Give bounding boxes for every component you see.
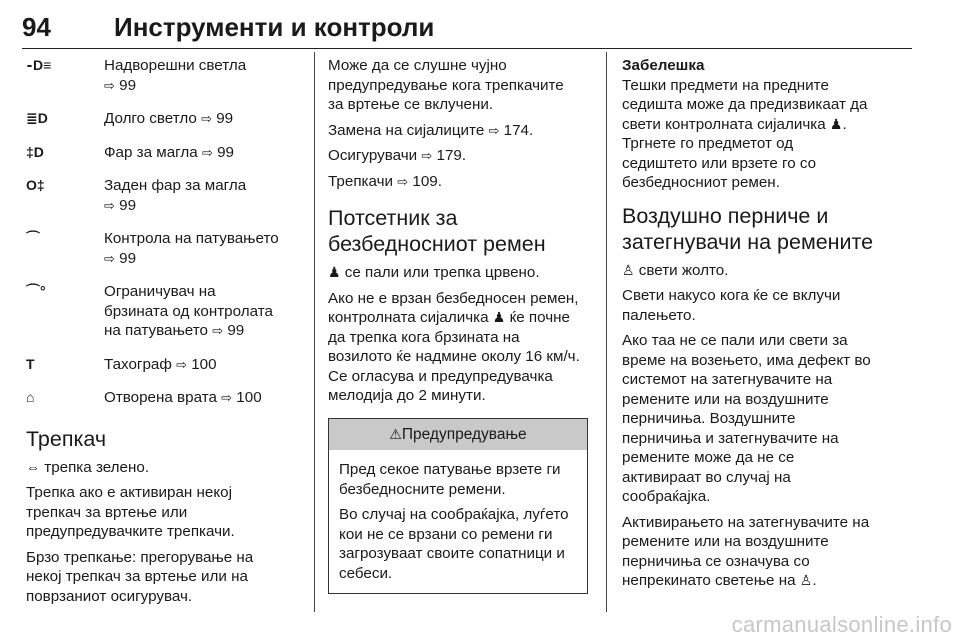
- paragraph: [339, 460, 577, 499]
- watermark: carmanualsonline.info: [731, 612, 952, 637]
- text-line: свети контролната сијаличка: [622, 115, 826, 133]
- text-line: кои не се врзани со ремени ги: [339, 525, 553, 543]
- page-ref: 99: [119, 249, 137, 267]
- text-line: Ако не е врзан безбедносен ремен,: [328, 289, 579, 307]
- note-title: Забелешка: [622, 57, 705, 74]
- indicator-label: Тахограф: [104, 355, 172, 373]
- indicator-row-speed-limiter: [26, 282, 298, 341]
- text-line: предупредувачките трепкачи.: [26, 523, 235, 540]
- text-line: некој трепкач за вртење или на: [26, 568, 248, 585]
- airbag-icon: ♙: [799, 572, 813, 588]
- text-line: возилото ќе надмине околу 16 км/ч.: [328, 348, 580, 365]
- page-ref-arrow-icon: ⇨: [104, 77, 115, 93]
- warning-title: Предупредување: [401, 425, 527, 443]
- page-ref: 99: [119, 76, 137, 94]
- text-line: поврзаниот осигурувач.: [26, 587, 193, 605]
- page-ref-arrow-icon: ⇨: [488, 122, 500, 138]
- paragraph: [328, 289, 590, 406]
- text-line: Ако таа не се пали или свети за: [622, 332, 848, 349]
- indicator-row-front-fog: [26, 143, 298, 163]
- indicator-label: Ограничувач на: [104, 283, 216, 300]
- text-line: Трепка ако е активиран некој: [26, 484, 233, 501]
- text-line: палењето.: [622, 306, 696, 324]
- indicator-row-high-beam: [26, 109, 298, 129]
- page-ref-arrow-icon: ⇨: [201, 111, 212, 126]
- front-fog-icon: ‡D: [26, 143, 44, 160]
- text-line: безбедносниот ремен.: [622, 174, 780, 191]
- page-ref: 179.: [436, 147, 467, 164]
- open-door-icon: ⌂: [26, 389, 35, 405]
- page-ref-arrow-icon: ⇨: [421, 148, 433, 163]
- speed-limiter-icon: ⌒°: [26, 283, 46, 299]
- page-ref: 99: [217, 143, 234, 161]
- page-ref-arrow-icon: ⇨: [104, 250, 115, 266]
- text-line: Се огласува и предупредувачка: [328, 367, 553, 385]
- text-line: ремените може да не се: [622, 449, 795, 466]
- heading-line: затегнувачи на ремените: [622, 229, 874, 254]
- column-3: [622, 56, 890, 591]
- text-line: мелодија до 2 минути.: [328, 387, 486, 404]
- text-line: ќе почне: [509, 309, 570, 326]
- text-line: активираат во случај на: [622, 468, 791, 486]
- paragraph: Активирањето на затегнувачите на ремените или на воздушните перничиња се означува со непрекинато светење на ♙.: [622, 513, 870, 589]
- seatbelt-icon: ♟: [492, 309, 506, 325]
- text-line: Тешки предмети на предните: [622, 76, 829, 94]
- high-beam-icon: ≣D: [26, 110, 48, 126]
- text-line: себеси.: [339, 564, 393, 582]
- indicator-row-cruise-control: [26, 229, 298, 268]
- indicator-label: Фар за магла: [104, 143, 198, 161]
- page-ref: 109.: [412, 172, 442, 190]
- column-1: [26, 56, 298, 606]
- text-line: системот на затегнувачите на: [622, 371, 833, 388]
- text-line: Пред секое патување врзете ги: [339, 461, 561, 478]
- paragraph: [26, 483, 298, 542]
- indicator-label: Заден фар за магла: [104, 177, 247, 194]
- page-ref-arrow-icon: ⇨: [212, 323, 224, 338]
- heading-line: Воздушно перниче и: [622, 203, 829, 228]
- section-heading-turn-signal: Трепкач: [26, 426, 107, 451]
- indicator-row-exterior-lights: [26, 56, 298, 95]
- indicator-label: Надворешни светла: [104, 57, 247, 74]
- page-number: 94: [22, 12, 51, 42]
- column-divider-2: [606, 52, 607, 612]
- text-line: Свети накусо кога ќе се вклучи: [622, 287, 841, 304]
- text-line: перничиња. Воздушните: [622, 410, 796, 427]
- text-line: трепкач за вртење или: [26, 503, 188, 521]
- body-text: свети жолто.: [638, 261, 729, 279]
- xref-label: Осигурувачи: [328, 147, 418, 164]
- indicator-row-tachograph: [26, 355, 298, 375]
- turn-signal-icon: ⇔: [26, 458, 40, 475]
- paragraph: [622, 331, 890, 507]
- page-ref-arrow-icon: ⇨: [104, 197, 115, 213]
- page-ref: 99: [216, 110, 234, 127]
- indicator-label: на патувањето: [104, 322, 208, 339]
- cruise-control-icon: ⌒: [26, 230, 40, 246]
- text-line: за вртење се вклучени.: [328, 96, 494, 113]
- paragraph: [328, 56, 590, 115]
- tachograph-icon: T: [26, 355, 35, 372]
- text-line: седиштето или врзете го со: [622, 154, 817, 172]
- text-line: ремените или на воздушните: [622, 533, 829, 550]
- indicator-label: Контрола на патувањето: [104, 230, 279, 247]
- xref-label: Замена на сијалиците: [328, 121, 485, 139]
- text-line: седишта може да предизвикаат да: [622, 96, 868, 113]
- page-ref-arrow-icon: ⇨: [176, 356, 187, 372]
- page-ref-arrow-icon: ⇨: [201, 144, 213, 160]
- section-heading-seatbelt-reminder: [328, 205, 590, 257]
- warning-box: [328, 418, 588, 595]
- header-divider: [22, 48, 912, 49]
- indicator-row-open-door: [26, 388, 298, 408]
- page-ref: 100: [191, 355, 217, 373]
- page-ref-arrow-icon: ⇨: [397, 173, 409, 189]
- column-2: [328, 56, 590, 594]
- page-header: [22, 10, 912, 50]
- rear-fog-icon: O‡: [26, 177, 45, 193]
- indicator-label: Отворена врата: [104, 389, 217, 406]
- text-line: да трепка кога брзината на: [328, 328, 520, 346]
- column-divider-1: [314, 52, 315, 612]
- warning-header: [329, 419, 587, 451]
- warning-triangle-icon: ⚠: [389, 425, 402, 442]
- text-line: Тргнете го предметот од: [622, 135, 794, 152]
- indicator-row-rear-fog: [26, 176, 298, 215]
- body-text: трепка зелено.: [44, 458, 150, 476]
- text-line: сообраќајка.: [622, 488, 711, 505]
- seatbelt-icon: ♟: [829, 115, 843, 132]
- paragraph: [622, 286, 890, 325]
- section-heading-airbag: [622, 203, 890, 255]
- text-line: перничиња се означува со: [622, 552, 810, 570]
- page-ref-arrow-icon: ⇨: [221, 390, 233, 405]
- text-line: загрозуваат своите сопатници и: [339, 545, 565, 562]
- text-line: Активирањето на затегнувачите на: [622, 513, 870, 531]
- page-ref: 99: [227, 322, 245, 339]
- heading-line: безбедносниот ремен: [328, 232, 546, 256]
- page-title: Инструменти и контроли: [114, 12, 435, 42]
- text-line: предупредување кога трепкачите: [328, 76, 564, 94]
- text-line: ремените или на воздушните: [622, 390, 829, 408]
- airbag-icon: ♙: [622, 261, 635, 278]
- text-line: време на возењето, има дефект во: [622, 351, 871, 369]
- page-ref: 174.: [503, 121, 534, 139]
- text-line: безбедносните ремени.: [339, 480, 506, 498]
- text-line: непрекинато светење на: [622, 572, 796, 589]
- note-paragraph: Тешки предмети на предните седишта може да предизвикаат да свети контролната сијаличка ♟. Тргнете го предметот од седиштето или врзете го со безбедносниот ремен.: [622, 76, 868, 191]
- warning-body: [329, 450, 587, 593]
- body-text: се пали или трепка црвено.: [344, 264, 540, 281]
- text-line: Во случај на сообраќајка, луѓето: [339, 506, 569, 523]
- text-line: Брзо трепкање: прегорување на: [26, 548, 254, 566]
- page-ref: 100: [236, 389, 262, 406]
- text-line: Може да се слушне чујно: [328, 57, 507, 74]
- paragraph: [26, 548, 298, 607]
- paragraph: [339, 505, 577, 583]
- xref-label: Трепкачи: [328, 172, 394, 190]
- heading-line: Потсетник за: [328, 206, 458, 230]
- text-line: перничиња и затегнувачите на: [622, 429, 839, 447]
- exterior-lights-icon: ⁃D≡: [26, 57, 52, 73]
- indicator-label: Долго светло: [104, 110, 197, 127]
- seatbelt-icon: ♟: [328, 264, 341, 280]
- page-ref: 99: [119, 196, 137, 214]
- text-line: контролната сијаличка: [328, 309, 489, 326]
- indicator-label: брзината од контролата: [104, 302, 273, 320]
